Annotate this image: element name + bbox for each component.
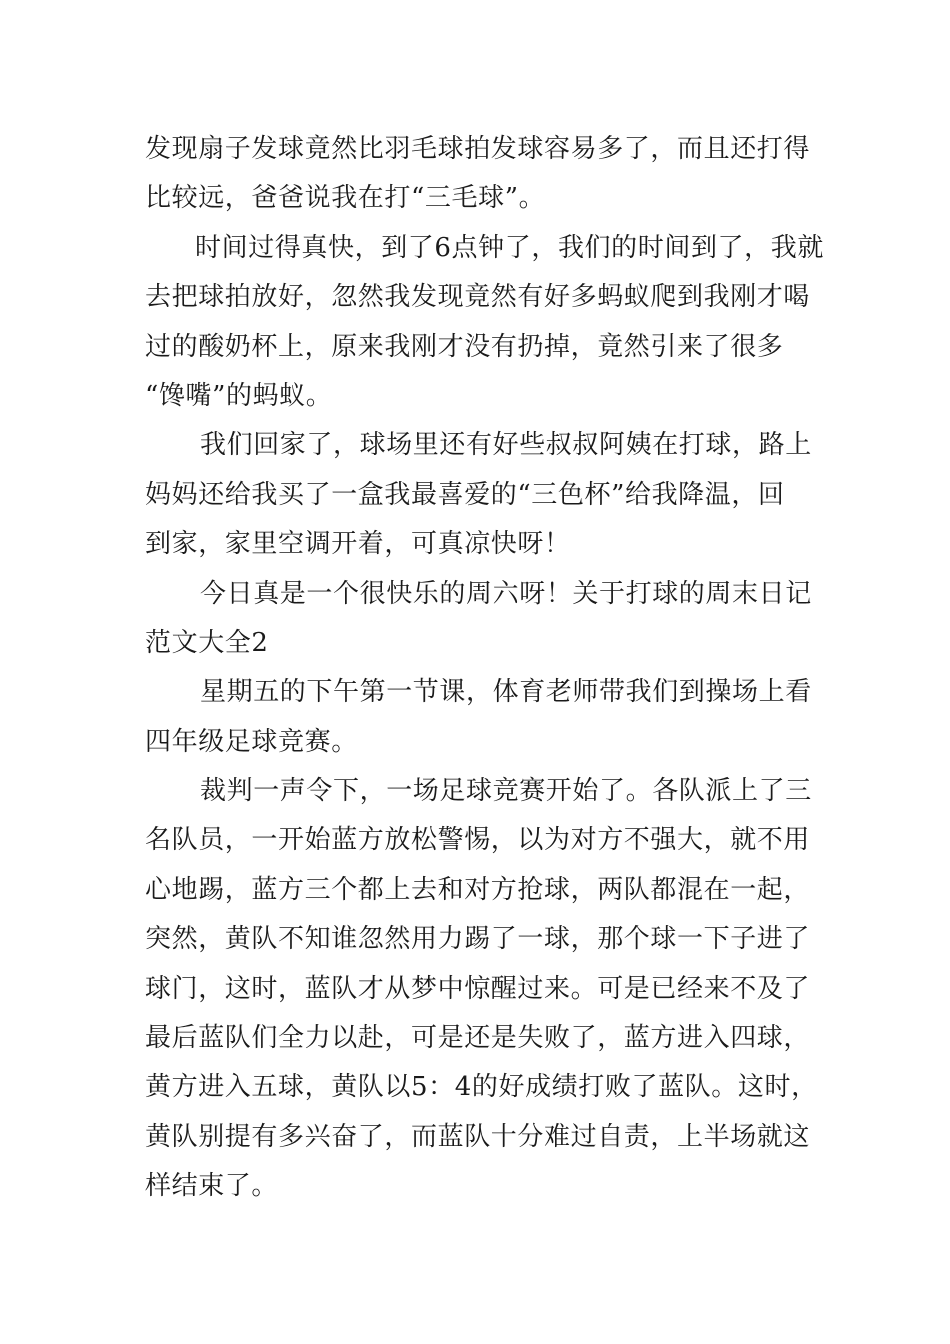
text-line: 黄队别提有多兴奋了，而蓝队十分难过自责，上半场就这	[145, 1121, 811, 1152]
text-line: “馋嘴”的蚂蚁。	[145, 380, 333, 411]
paragraph-start-line: 今日真是一个很快乐的周六呀！关于打球的周末日记	[200, 578, 812, 609]
text-line: 范文大全2	[145, 627, 269, 658]
paragraph-start-line: 时间过得真快，到了6点钟了，我们的时间到了，我就	[195, 232, 824, 263]
text-line: 样结束了。	[145, 1171, 279, 1202]
text-line: 最后蓝队们全力以赴，可是还是失败了，蓝方进入四球，	[145, 1023, 811, 1054]
text-line: 比较远，爸爸说我在打“三毛球”。	[145, 183, 546, 214]
text-line: 发现扇子发球竟然比羽毛球拍发球容易多了，而且还打得	[145, 134, 811, 164]
text-line: 心地踢，蓝方三个都上去和对方抢球，两队都混在一起，	[145, 874, 811, 905]
paragraph-start-line: 我们回家了，球场里还有好些叔叔阿姨在打球，路上	[200, 430, 812, 461]
text-line: 名队员，一开始蓝方放松警惕，以为对方不强大，就不用	[145, 825, 811, 856]
text-line: 过的酸奶杯上，原来我刚才没有扔掉，竟然引来了很多	[145, 331, 784, 362]
document-body	[145, 125, 824, 1212]
text-line: 突然，黄队不知谁忽然用力踢了一球，那个球一下子进了	[145, 924, 811, 955]
paragraph-start-line: 裁判一声令下，一场足球竞赛开始了。各队派上了三	[200, 776, 812, 807]
text-line: 妈妈还给我买了一盒我最喜爱的“三色杯”给我降温，回	[145, 479, 785, 510]
text-line: 球门，这时，蓝队才从梦中惊醒过来。可是已经来不及了	[145, 973, 811, 1004]
text-line: 去把球拍放好，忽然我发现竟然有好多蚂蚁爬到我刚才喝	[145, 282, 811, 313]
text-line: 黄方进入五球，黄队以5：4的好成绩打败了蓝队。这时，	[145, 1072, 818, 1103]
text-line: 四年级足球竞赛。	[145, 726, 358, 757]
paragraph-start-line: 星期五的下午第一节课，体育老师带我们到操场上看	[200, 677, 812, 708]
text-line: 到家，家里空调开着，可真凉快呀！	[145, 529, 571, 560]
